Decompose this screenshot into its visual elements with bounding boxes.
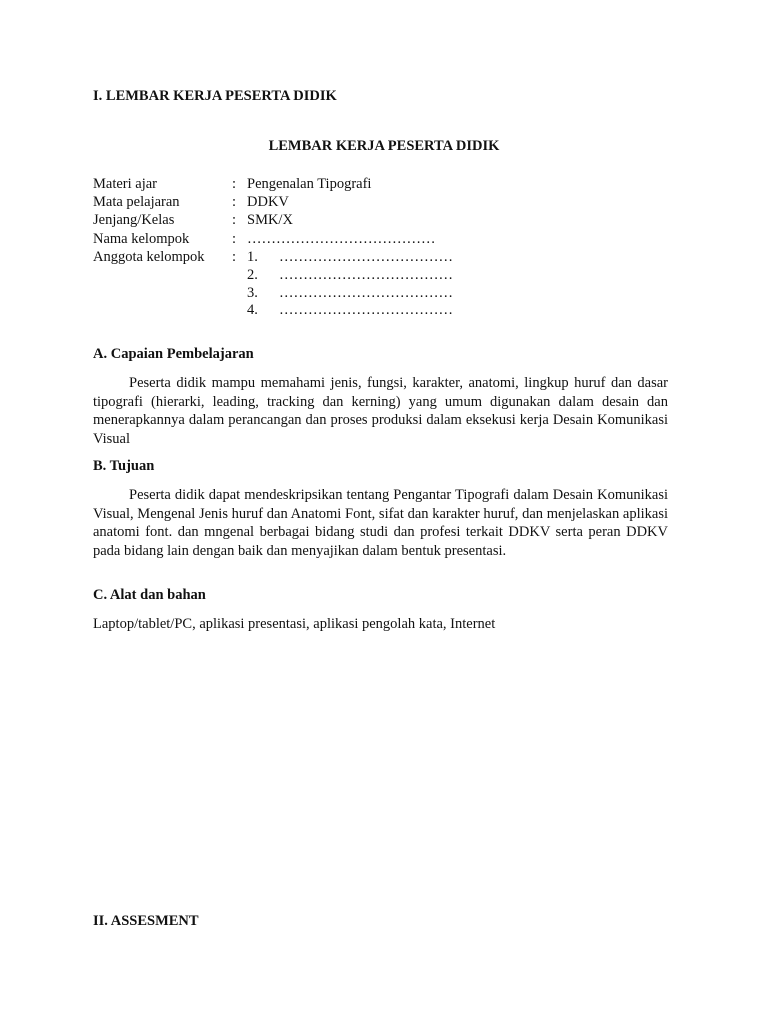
info-value: DDKV	[247, 194, 289, 210]
alat-heading: C. Alat dan bahan	[93, 587, 206, 603]
info-value: Pengenalan Tipografi	[247, 176, 372, 192]
info-colon: :	[232, 176, 237, 192]
member-blank: ………………………………	[279, 285, 453, 301]
info-value: …………………………………	[247, 231, 436, 247]
document-title: LEMBAR KERJA PESERTA DIDIK	[268, 138, 500, 154]
member-number: 3.	[247, 285, 258, 301]
info-colon: :	[232, 231, 237, 247]
member-number: 2.	[247, 267, 258, 283]
alat-text: Laptop/tablet/PC, aplikasi presentasi, aplikasi pengolah kata, Internet	[93, 616, 496, 632]
info-colon: :	[232, 212, 237, 228]
tujuan-heading: B. Tujuan	[93, 458, 155, 474]
info-label: Nama kelompok	[93, 231, 190, 247]
info-colon: :	[232, 249, 237, 265]
member-blank: ………………………………	[279, 267, 453, 283]
member-number: 1.	[247, 249, 258, 265]
capaian-paragraph: Peserta didik mampu memahami jenis, fungsi, karakter, anatomi, lingkup huruf dan dasar tipografi (hierarki, leading, tracking dan kerning) yang umum digunakan dalam desain dan menerapkannya dalam perancangan dan proses produksi dalam eksekusi kerja Desain Komunikasi Visual	[93, 375, 668, 447]
tujuan-paragraph: Peserta didik dapat mendeskripsikan tentang Pengantar Tipografi dalam Desain Komunikasi Visual, Mengenal Jenis huruf dan Anatomi Font, sifat dan karakter huruf, dan menjelaskan aplikasi anatomi font. dan mngenal berbagai bidang studi dan profesi terkait DDKV serta peran DDKV pada bidang lain dengan baik dan menyajikan dalam bentuk presentasi.	[93, 487, 668, 559]
info-value: SMK/X	[247, 212, 293, 228]
info-label: Jenjang/Kelas	[93, 212, 175, 228]
capaian-heading: A. Capaian Pembelajaran	[93, 346, 254, 362]
member-blank: ………………………………	[279, 302, 453, 318]
section-1-heading: I. LEMBAR KERJA PESERTA DIDIK	[93, 88, 337, 104]
member-blank: ………………………………	[279, 249, 453, 265]
section-2-heading: II. ASSESMENT	[93, 913, 199, 929]
info-label: Mata pelajaran	[93, 194, 180, 210]
info-label: Anggota kelompok	[93, 249, 205, 265]
info-colon: :	[232, 194, 237, 210]
info-label: Materi ajar	[93, 176, 158, 192]
member-number: 4.	[247, 302, 258, 318]
